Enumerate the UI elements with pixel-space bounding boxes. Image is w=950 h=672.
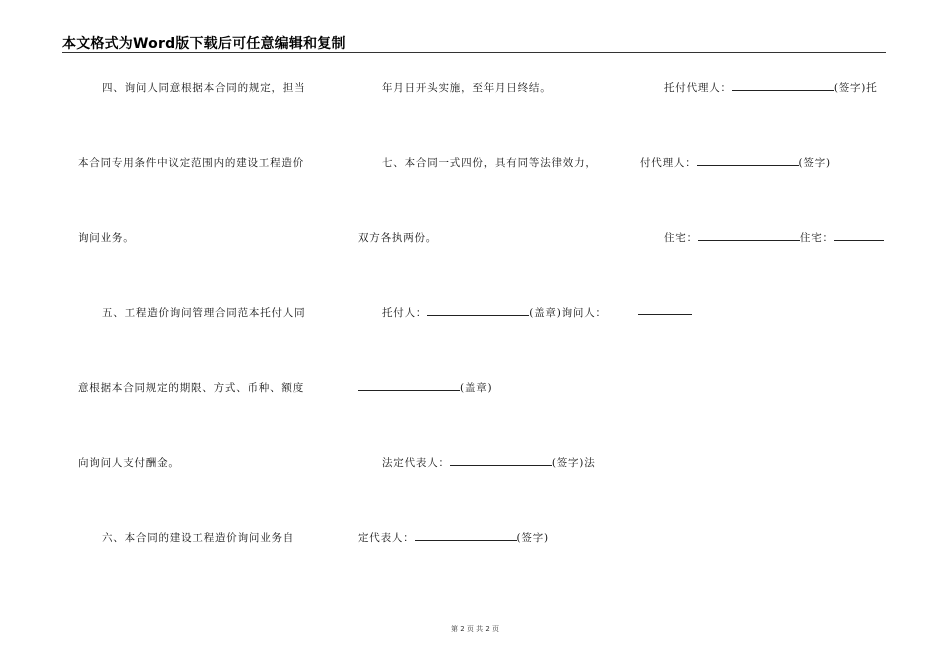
legal-rep2-sign-blank [415, 531, 517, 541]
residence-label-2: 住宅： [799, 232, 834, 244]
col3-line-1 [664, 80, 878, 95]
col2-line-7 [358, 530, 549, 545]
client-label: 托付人： [382, 307, 428, 319]
client-agent-sign-blank [732, 81, 834, 91]
col1-line-6: 向询问人支付酬金。 [78, 457, 180, 469]
trailing-blank [638, 305, 692, 315]
col3-line-2 [640, 155, 831, 170]
col2-line-2: 七、本合同一式四份，具有同等法律效力， [382, 157, 597, 169]
agent-after: (签字) [798, 157, 831, 169]
consultant-seal-blank [358, 381, 460, 391]
col2-line-6 [382, 455, 596, 470]
residence-blank-1 [698, 231, 800, 241]
legal-rep2-label: 定代表人： [358, 532, 415, 544]
col2-line-5 [358, 380, 492, 395]
header-rule [62, 52, 886, 53]
col2-line-4 [382, 305, 607, 320]
col1-line-4: 五、工程造价询问管理合同范本托付人同 [102, 307, 306, 319]
col2-line-1: 年月日开头实施，至年月日终结。 [382, 82, 552, 94]
agent-label: 付代理人： [640, 157, 697, 169]
client-seal-blank [427, 306, 529, 316]
residence-label: 住宅： [664, 232, 698, 244]
legal-rep-sign-blank [450, 456, 552, 466]
page-footer: 第 2 页 共 2 页 [450, 625, 500, 633]
legal-rep-after: (签字)法 [551, 457, 596, 469]
residence-blank-2 [834, 231, 884, 241]
legal-rep2-after: (签字) [516, 532, 549, 544]
client-agent-after: (签字)托 [833, 82, 878, 94]
col1-line-7: 六、本合同的建设工程造价询问业务自 [102, 532, 295, 544]
document-header-title: 本文格式为Word版下载后可任意编辑和复制 [62, 36, 346, 52]
col3-line-3 [664, 230, 884, 245]
consultant-seal-after: (盖章) [460, 382, 493, 394]
col1-line-1: 四、询问人同意根据本合同的规定，担当 [102, 82, 306, 94]
legal-rep-label: 法定代表人： [382, 457, 450, 469]
client-seal-after: (盖章)询问人： [529, 307, 607, 319]
agent-sign-blank [697, 156, 799, 166]
col1-line-5: 意根据本合同规定的期限、方式、币种、额度 [78, 382, 304, 394]
col1-line-2: 本合同专用条件中议定范围内的建设工程造价 [78, 157, 304, 169]
client-agent-label: 托付代理人： [664, 82, 732, 94]
col3-line-4 [638, 305, 692, 318]
col1-line-3: 询问业务。 [78, 232, 135, 244]
col2-line-3: 双方各执两份。 [358, 232, 438, 244]
